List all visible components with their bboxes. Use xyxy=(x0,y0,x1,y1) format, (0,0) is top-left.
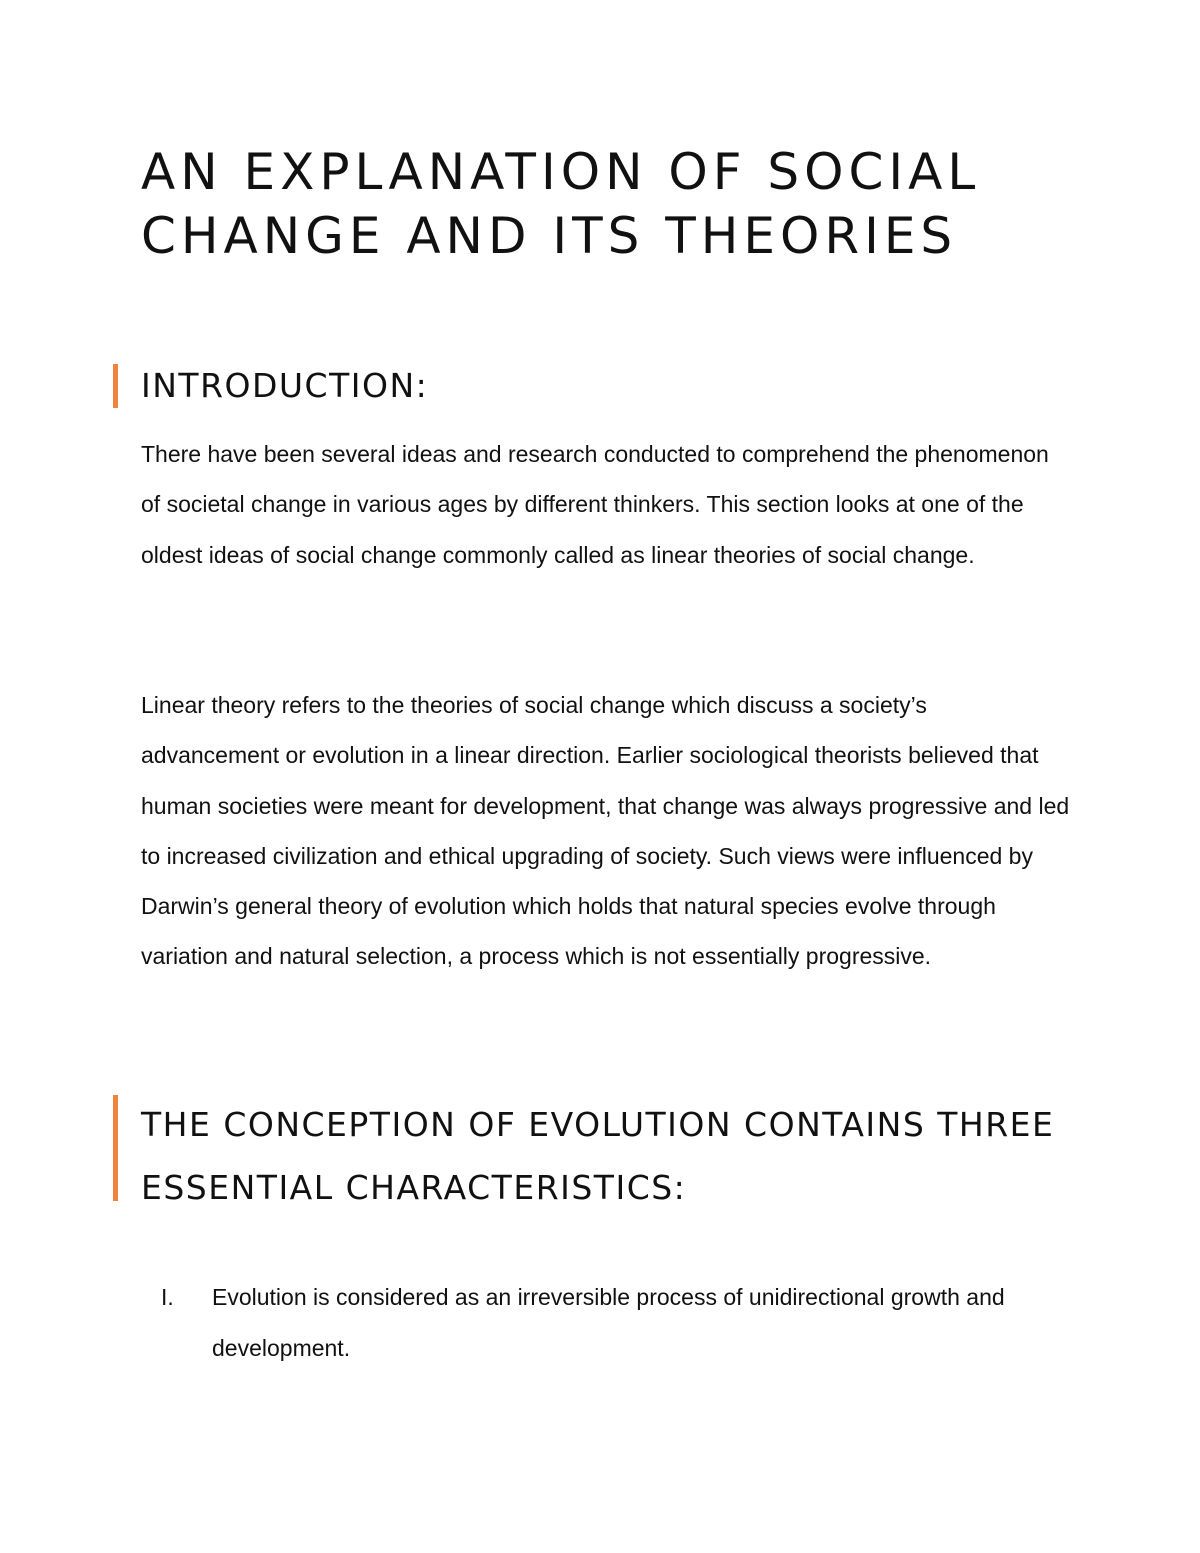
document-title: AN EXPLANATION OF SOCIAL CHANGE AND ITS THEORIES xyxy=(141,143,981,265)
section-accent-bar xyxy=(113,364,118,408)
characteristics-list xyxy=(141,1272,1071,1373)
introduction-paragraph-1: There have been several ideas and research conducted to comprehend the phenomenon of societal change in various ages by different thinkers. This section looks at one of the oldest ideas of social change commonly called as linear theories of social change. xyxy=(141,441,1049,568)
list-item-text: Evolution is considered as an irreversible process of unidirectional growth and development. xyxy=(212,1284,1005,1361)
introduction-heading: INTRODUCTION: xyxy=(141,366,429,405)
evolution-characteristics-heading: THE CONCEPTION OF EVOLUTION CONTAINS THREE ESSENTIAL CHARACTERISTICS: xyxy=(141,1105,1055,1207)
list-item-marker: I. xyxy=(161,1284,174,1310)
introduction-paragraph-2: Linear theory refers to the theories of social change which discuss a society’s advancement or evolution in a linear direction. Earlier sociological theorists believed that human societies were meant for development, that change was always progressive and led to increased civilization and ethical upgrading of society. Such views were influenced by Darwin’s general theory of evolution which holds that natural species evolve through variation and natural selection, a process which is not essentially progressive. xyxy=(141,692,1070,970)
list-item xyxy=(141,1272,1071,1373)
section-accent-bar xyxy=(113,1095,118,1201)
